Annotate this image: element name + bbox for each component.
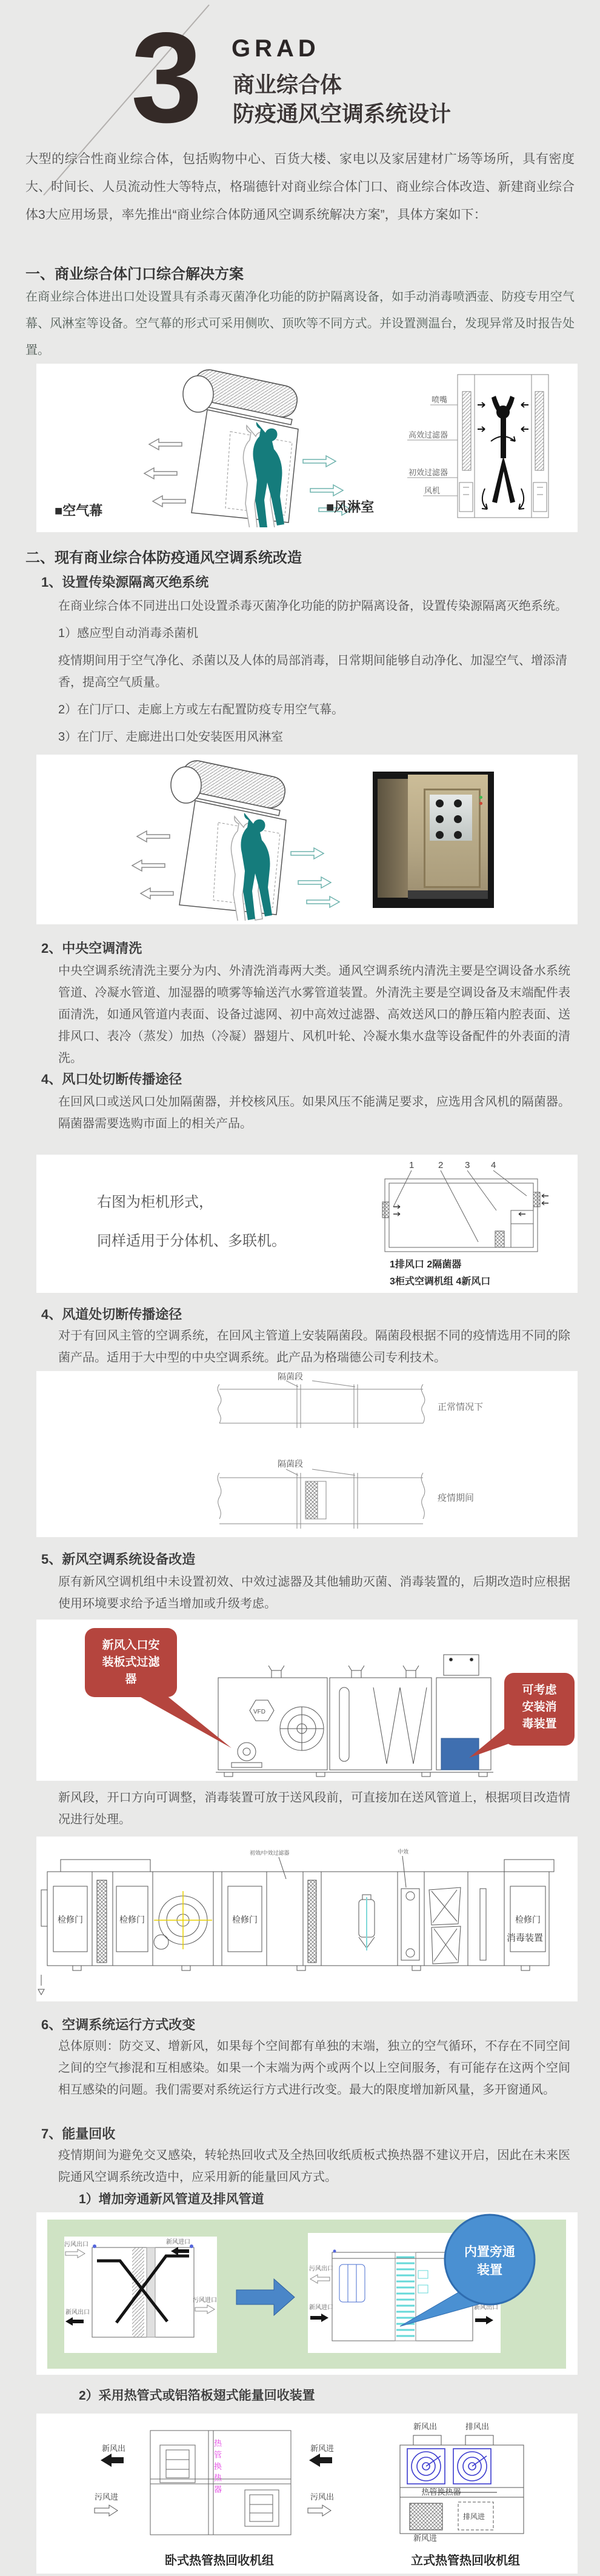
sub2-heading: 2、中央空调清洗 — [41, 941, 142, 956]
sub2-body: 中央空调系统清洗主要分为内、外清洗消毒两大类。通风空调系统内清洗主要是空调设备水系统管道、冷凝水管道、加湿器的喷雾等输送汽水雾管道装置。外清洗主要是空调设备及末端配件表面清洗，如通风管道内表面、设备过滤网、初中高效过滤器、高效送风口的静压箱内腔表面、送排风口、表冷（蒸发）加热（冷凝）器翅片、风机叶轮、冷凝水集水盘等设备配件的外表面的清洗。 — [58, 964, 570, 1065]
cabinet-caption-2: 3柜式空调机组 4新风口 — [390, 1276, 491, 1287]
svg-text:新风进: 新风进 — [310, 2444, 335, 2453]
disinfection-device-box — [441, 1738, 479, 1770]
vertical-unit-caption: 立式热管热回收机组 — [411, 2554, 520, 2568]
svg-text:高效过滤器: 高效过滤器 — [408, 430, 448, 439]
intro-paragraph: 大型的综合性商业综合体，包括购物中心、百货大楼、家电以及家居建材广场等场所，具有密度大、时间长、人员流动性大等特点，格瑞德针对商业综合体门口、商业综合体改造、新建商业综合体3大应用场景，率先推出“商业综合体防通风空调系统解决方案”，具体方案如下： — [25, 152, 575, 222]
svg-text:器: 器 — [125, 1673, 137, 1686]
ahu-section-diagram — [36, 1837, 578, 2001]
svg-text:初效过滤器: 初效过滤器 — [408, 468, 448, 477]
svg-text:毒装置: 毒装置 — [522, 1718, 557, 1730]
svg-text:污风出: 污风出 — [310, 2492, 335, 2501]
svg-text:新风出口: 新风出口 — [474, 2304, 498, 2311]
svg-text:可考虑: 可考虑 — [522, 1684, 557, 1697]
svg-text:检修门: 检修门 — [58, 1915, 83, 1924]
svg-text:污风进: 污风进 — [95, 2492, 119, 2501]
svg-text:排风出: 排风出 — [465, 2422, 490, 2431]
air-curtain-label: ■空气幕 — [55, 503, 103, 518]
mode-label-normal: 正常情况下 — [438, 1402, 484, 1412]
svg-text:装置: 装置 — [477, 2263, 502, 2277]
chapter-number: 3 — [131, 5, 202, 149]
horizontal-unit-caption: 卧式热管热回收机组 — [165, 2554, 274, 2568]
sub1-heading: 1、设置传染源隔离灭绝系统 — [41, 575, 209, 590]
sub5-body: 原有新风空调机组中未设置初效、中效过滤器及其他辅助灭菌、消毒装置的，后期改造时应根据使用环境要求给予适当增加或升级考虑。 — [58, 1575, 570, 1610]
svg-text:检修门: 检修门 — [515, 1915, 541, 1924]
svg-text:装板式过滤: 装板式过滤 — [102, 1656, 160, 1669]
sub7-item1-heading: 1）增加旁通新风管道及排风管道 — [79, 2192, 264, 2206]
sub7-item2-heading: 2）采用热管式或铝箔板翅式能量回收装置 — [79, 2389, 315, 2403]
germ-section-label-1: 隔菌段 — [278, 1372, 303, 1381]
svg-text:1: 1 — [409, 1160, 415, 1170]
svg-text:排风进: 排风进 — [463, 2512, 485, 2521]
cross-flow-exchanger — [64, 2237, 217, 2353]
fan-crosshair — [154, 1891, 212, 1949]
sub4-heading: 4、风道处切断传播途径 — [41, 1307, 182, 1322]
filter-top-label: 初效/中效过滤器 — [250, 1850, 290, 1856]
ahu-callout-diagram — [36, 1620, 578, 1781]
mid-filter-top-label: 中效 — [398, 1849, 409, 1855]
figure-entrance-solutions — [36, 364, 578, 532]
part-numbers — [409, 1160, 496, 1170]
svg-text:新风进口: 新风进口 — [166, 2239, 190, 2246]
figure-ahu-cross-section — [36, 1837, 578, 2001]
sub4-body: 对于有回风主管的空调系统，在回风主管道上安装隔菌段。隔菌段根据不同的疫情选用不同的除菌产品。适用于大中型的中央空调系统。此产品为格瑞德公司专利技术。 — [58, 1329, 570, 1364]
svg-text:新风进口: 新风进口 — [309, 2304, 333, 2311]
cabinet-note-1: 右图为柜机形式， — [97, 1194, 213, 1210]
sub1-body: 在商业综合体不同进出口处设置杀毒灭菌净化功能的防护隔离设备，设置传染源隔离灭绝系统。 — [58, 599, 567, 613]
svg-text:污风出口: 污风出口 — [309, 2266, 333, 2272]
page-title-line2: 防疫通风空调系统设计 — [233, 101, 452, 126]
air-shower-diagram — [400, 367, 564, 526]
sub1-item1-body: 疫情期间用于空气净化、杀菌以及人体的局部消毒，日常期间能够自动净化、加湿空气、增添清香，提高空气质量。 — [58, 654, 567, 689]
sub7-heading: 7、能量回收 — [41, 2126, 116, 2141]
sub3-body: 在回风口或送风口处加隔菌器，并校核风压。如果风压不能满足要求，应选用含风机的隔菌器。隔菌器需要选购市面上的相关产品。 — [58, 1095, 570, 1130]
air-curtain-diagram-2 — [127, 759, 388, 921]
sub7-body: 疫情期间为避免交叉感染，转轮热回收式及全热回收纸质板式换热器不建议开启，因此在未来医院通风空调系统改造中，应采用新的能量回风方式。 — [58, 2149, 570, 2184]
svg-text:内置旁通: 内置旁通 — [464, 2245, 515, 2259]
shower-part-labels — [407, 395, 458, 496]
callout-filter-inlet — [85, 1628, 232, 1748]
sub3-heading: 4、风口处切断传播途径 — [41, 1072, 182, 1087]
cabinet-room-schematic — [367, 1158, 567, 1255]
svg-text:3: 3 — [465, 1160, 470, 1170]
figure-curtain-and-shower — [36, 755, 578, 924]
page-title-line1: 商业综合体 — [233, 72, 342, 97]
svg-text:检修门: 检修门 — [232, 1915, 258, 1924]
duct-normal — [218, 1381, 425, 1428]
svg-text:喷嘴: 喷嘴 — [432, 395, 448, 404]
air-shower-label: ■风淋室 — [326, 499, 375, 515]
svg-text:2: 2 — [438, 1160, 444, 1170]
sub5-body2: 新风段，开口方向可调整，消毒装置可放于送风段前，可直接加在送风管道上，根据项目改造情况进行处理。 — [58, 1791, 570, 1826]
duct-diagrams — [36, 1371, 578, 1537]
svg-text:新风进: 新风进 — [413, 2534, 438, 2543]
vertical-unit — [400, 2435, 524, 2534]
vent-arrows — [393, 1194, 548, 1216]
callout-disinfection — [469, 1673, 575, 1758]
figure-duct-isolation — [36, 1371, 578, 1537]
svg-text:热管换热器: 热管换热器 — [421, 2488, 461, 2497]
figure-cabinet-unit — [36, 1155, 578, 1293]
figure-fresh-air-ahu — [36, 1620, 578, 1781]
vfd-label: VFD — [253, 1709, 265, 1715]
section1-heading: 一、商业综合体门口综合解决方案 — [25, 266, 244, 282]
heat-pipe-diagrams — [36, 2414, 578, 2574]
heat-pipe-core-label: 热管换热器 — [213, 2439, 222, 2497]
svg-text:新风入口安: 新风入口安 — [102, 1639, 160, 1652]
svg-text:污风进口: 污风进口 — [193, 2297, 217, 2304]
sub5-heading: 5、新风空调系统设备改造 — [41, 1552, 196, 1567]
svg-text:4: 4 — [491, 1160, 496, 1170]
svg-text:风机: 风机 — [424, 486, 441, 495]
section2-heading: 二、现有商业综合体防疫通风空调系统改造 — [25, 550, 302, 566]
figure-bypass-retrofit — [36, 2212, 578, 2375]
germ-section-label-2: 隔菌段 — [278, 1459, 303, 1469]
cabinet-note-2: 同样适用于分体机、多联机。 — [97, 1233, 286, 1249]
bypass-diagram — [36, 2212, 578, 2375]
svg-text:新风出: 新风出 — [413, 2422, 438, 2431]
disinfection-device-label: 消毒装置 — [507, 1933, 544, 1943]
duct-epidemic — [218, 1469, 425, 1529]
sub1-item1: 1）感应型自动消毒杀菌机 — [58, 627, 199, 640]
svg-text:新风出: 新风出 — [102, 2444, 126, 2453]
section1-body: 在商业综合体进出口处设置具有杀毒灭菌净化功能的防护隔离设备，如手动消毒喷洒壶、防疫专用空气幕、风淋室等设备。空气幕的形式可采用侧吹、顶吹等不同方式。并设置测温台，发现异常及时报告处置。 — [25, 290, 575, 357]
svg-text:检修门: 检修门 — [119, 1915, 145, 1924]
grad-logo: GRAD — [232, 35, 320, 62]
air-shower-photo — [373, 772, 494, 908]
sub1-item3: 3）在门厅、走廊进出口处安装医用风淋室 — [58, 730, 284, 744]
svg-text:新风出口: 新风出口 — [65, 2309, 90, 2316]
sub6-heading: 6、空调系统运行方式改变 — [41, 2017, 196, 2032]
sub1-content — [58, 595, 568, 748]
svg-text:安装消: 安装消 — [522, 1701, 557, 1713]
svg-text:污风出口: 污风出口 — [64, 2241, 88, 2248]
sub6-body: 总体原则：防交叉、增新风，如果每个空间都有单独的末端，独立的空气循环，不存在不同空间之间的空气掺混和互相感染。如果一个末端为两个或两个以上空间服务，有可能存在这两个空间相互感染的问题。我们需要对系统运行方式进行改变。最大的限度增加新风量，多开窗通风。 — [58, 2040, 570, 2097]
cabinet-caption-1: 1排风口 2隔菌器 — [390, 1260, 462, 1270]
sub1-item2: 2）在门厅口、走廊上方或左右配置防疫专用空气幕。 — [58, 703, 344, 716]
figure-heat-pipe-units — [36, 2414, 578, 2574]
person-figure — [492, 396, 515, 503]
mode-label-epidemic: 疫情期间 — [438, 1493, 475, 1503]
